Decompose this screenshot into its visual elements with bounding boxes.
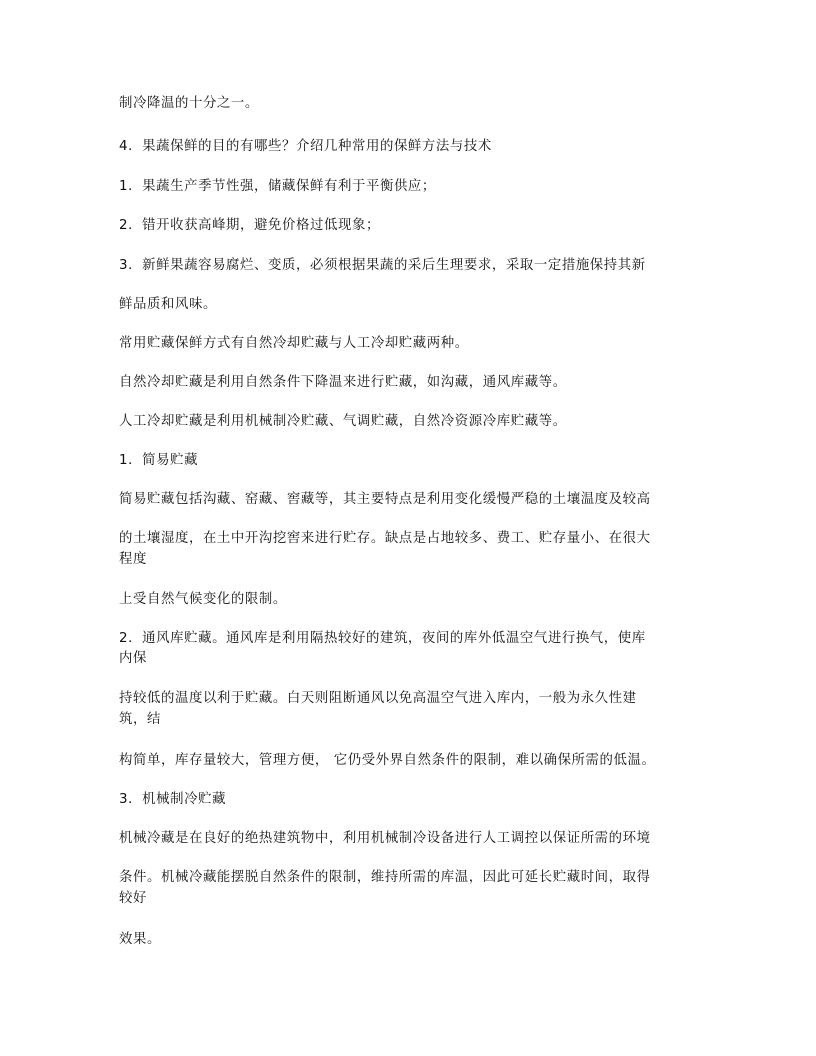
text-line: 较好 — [119, 891, 147, 906]
text-line: 程度 — [119, 552, 147, 567]
section-heading: 2．通风库贮藏。通风库是利用隔热较好的建筑，夜间的库外低温空气进行换气，使库 — [119, 631, 646, 646]
list-item: 1．果蔬生产季节性强，储藏保鲜有利于平衡供应； — [119, 179, 436, 194]
text-line: 简易贮藏包括沟藏、窑藏、窖藏等，其主要特点是利用变化缓慢严稳的土壤温度及较高 — [119, 492, 651, 507]
text-line: 常用贮藏保鲜方式有自然冷却贮藏与人工冷却贮藏两种。 — [119, 336, 469, 351]
text-line: 内保 — [119, 651, 147, 666]
text-line: 制冷降温的十分之一。 — [119, 96, 259, 111]
text-line: 上受自然气候变化的限制。 — [119, 592, 287, 607]
text-line: 机械冷藏是在良好的绝热建筑物中，利用机械制冷设备进行人工调控以保证所需的环境 — [119, 831, 651, 846]
text-line: 筑，结 — [119, 712, 161, 727]
section-heading: 3．机械制冷贮藏 — [119, 792, 227, 807]
text-line: 人工冷却贮藏是利用机械制冷贮藏、气调贮藏，自然冷资源冷库贮藏等。 — [119, 414, 567, 429]
text-line: 条件。机械冷藏能摆脱自然条件的限制，维持所需的库温，因此可延长贮藏时间，取得 — [119, 870, 651, 885]
text-line: 构简单，库存量较大，管理方便， 它仍受外界自然条件的限制，难以确保所需的低温。 — [119, 753, 656, 768]
question-heading: 4．果蔬保鲜的目的有哪些？介绍几种常用的保鲜方法与技术 — [119, 139, 492, 154]
list-item: 2．错开收获高峰期，避免价格过低现象； — [119, 218, 380, 233]
text-line: 鲜品质和风味。 — [119, 297, 217, 312]
text-line: 效果。 — [119, 932, 161, 947]
list-item: 3．新鲜果蔬容易腐烂、变质，必须根据果蔬的采后生理要求，采取一定措施保持其新 — [119, 258, 646, 273]
text-line: 的土壤湿度，在土中开沟挖窖来进行贮存。缺点是占地较多、费工、贮存量小、在很大 — [119, 531, 651, 546]
text-line: 持较低的温度以利于贮藏。白天则阻断通风以免高温空气进入库内，一般为永久性建 — [119, 691, 637, 706]
text-line: 自然冷却贮藏是利用自然条件下降温来进行贮藏，如沟藏，通风库藏等。 — [119, 375, 567, 390]
section-heading: 1．简易贮藏 — [119, 453, 199, 468]
